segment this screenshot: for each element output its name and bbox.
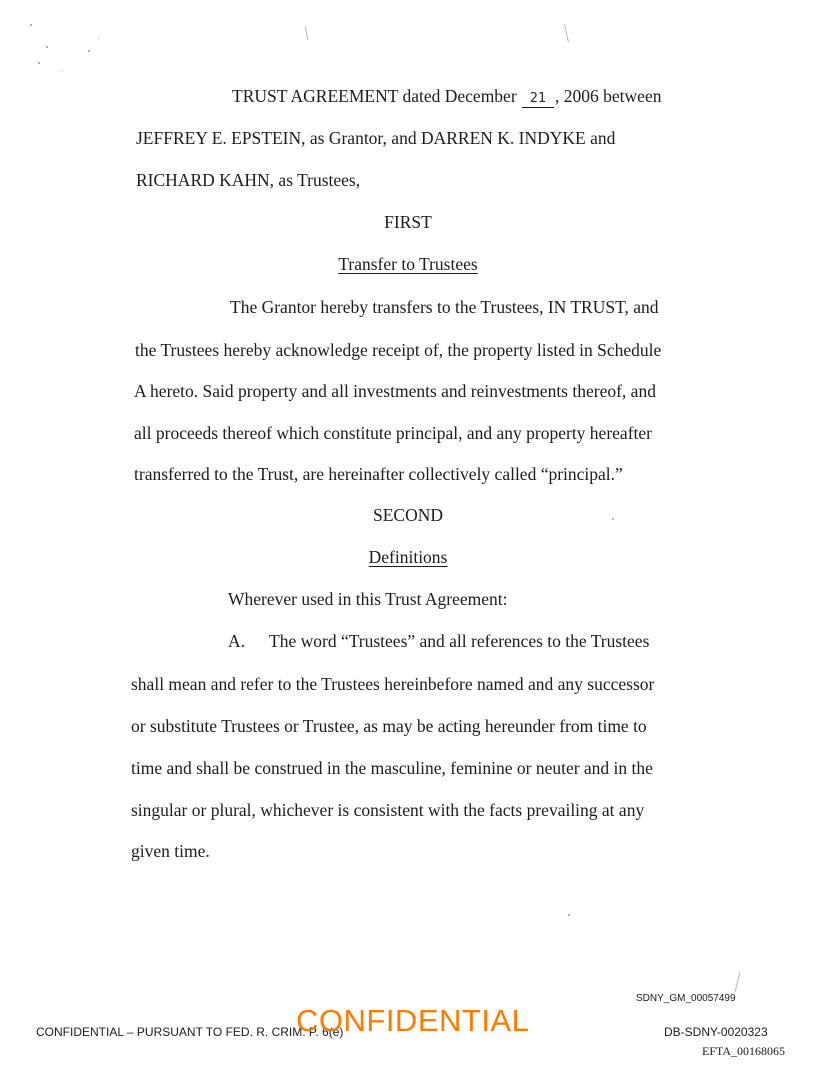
article-first-title: [0, 254, 816, 274]
bates-number-gm: SDNY_GM_00057499: [636, 993, 736, 1004]
item-a-label: A.: [228, 631, 246, 651]
item-a-first-line-text: The word “Trustees” and all references to the Trustees: [269, 631, 650, 651]
article-second-title: [0, 547, 816, 567]
item-a-line: shall mean and refer to the Trustees hereinbefore named and any successor: [131, 674, 655, 694]
article-first-line: transferred to the Trust, are hereinafter collectively called “principal.”: [134, 464, 623, 484]
article-first-line: A hereto. Said property and all investments and reinvestments thereof, and: [134, 381, 656, 401]
intro-line-1: [232, 86, 661, 108]
handwritten-date-day: 21: [522, 91, 554, 108]
intro-text-before-date: TRUST AGREEMENT dated December: [232, 86, 517, 106]
intro-line-3: RICHARD KAHN, as Trustees,: [136, 170, 361, 190]
article-second-title-text: Definitions: [368, 547, 448, 567]
item-a-line: given time.: [131, 841, 210, 861]
article-first-line: all proceeds thereof which constitute principal, and any property hereafter: [134, 423, 652, 443]
intro-text-after-date: , 2006 between: [555, 86, 662, 106]
bates-number-db: DB-SDNY-0020323: [664, 1025, 768, 1039]
article-second-intro: Wherever used in this Trust Agreement:: [228, 589, 508, 609]
article-first-title-text: Transfer to Trustees: [338, 254, 478, 274]
intro-line-2: JEFFREY E. EPSTEIN, as Grantor, and DARREN K. INDYKE and: [136, 128, 616, 148]
article-first-line: The Grantor hereby transfers to the Trustees, IN TRUST, and: [230, 297, 659, 317]
item-a-line: or substitute Trustees or Trustee, as may be acting hereunder from time to: [131, 716, 647, 736]
article-second-heading: SECOND: [372, 505, 443, 525]
confidential-stamp: CONFIDENTIAL: [296, 1003, 530, 1038]
item-a-line: singular or plural, whichever is consistent with the facts prevailing at any: [131, 800, 645, 820]
item-a-first-line: [228, 631, 649, 651]
item-a-line: time and shall be construed in the masculine, feminine or neuter and in the: [131, 758, 653, 778]
confidential-notice: CONFIDENTIAL – PURSUANT TO FED. R. CRIM. P. 6(e): [36, 1025, 344, 1039]
article-first-heading: FIRST: [384, 212, 432, 232]
article-first-line: the Trustees hereby acknowledge receipt of, the property listed in Schedule: [135, 340, 662, 360]
bates-number-efta: EFTA_00168065: [702, 1044, 786, 1058]
